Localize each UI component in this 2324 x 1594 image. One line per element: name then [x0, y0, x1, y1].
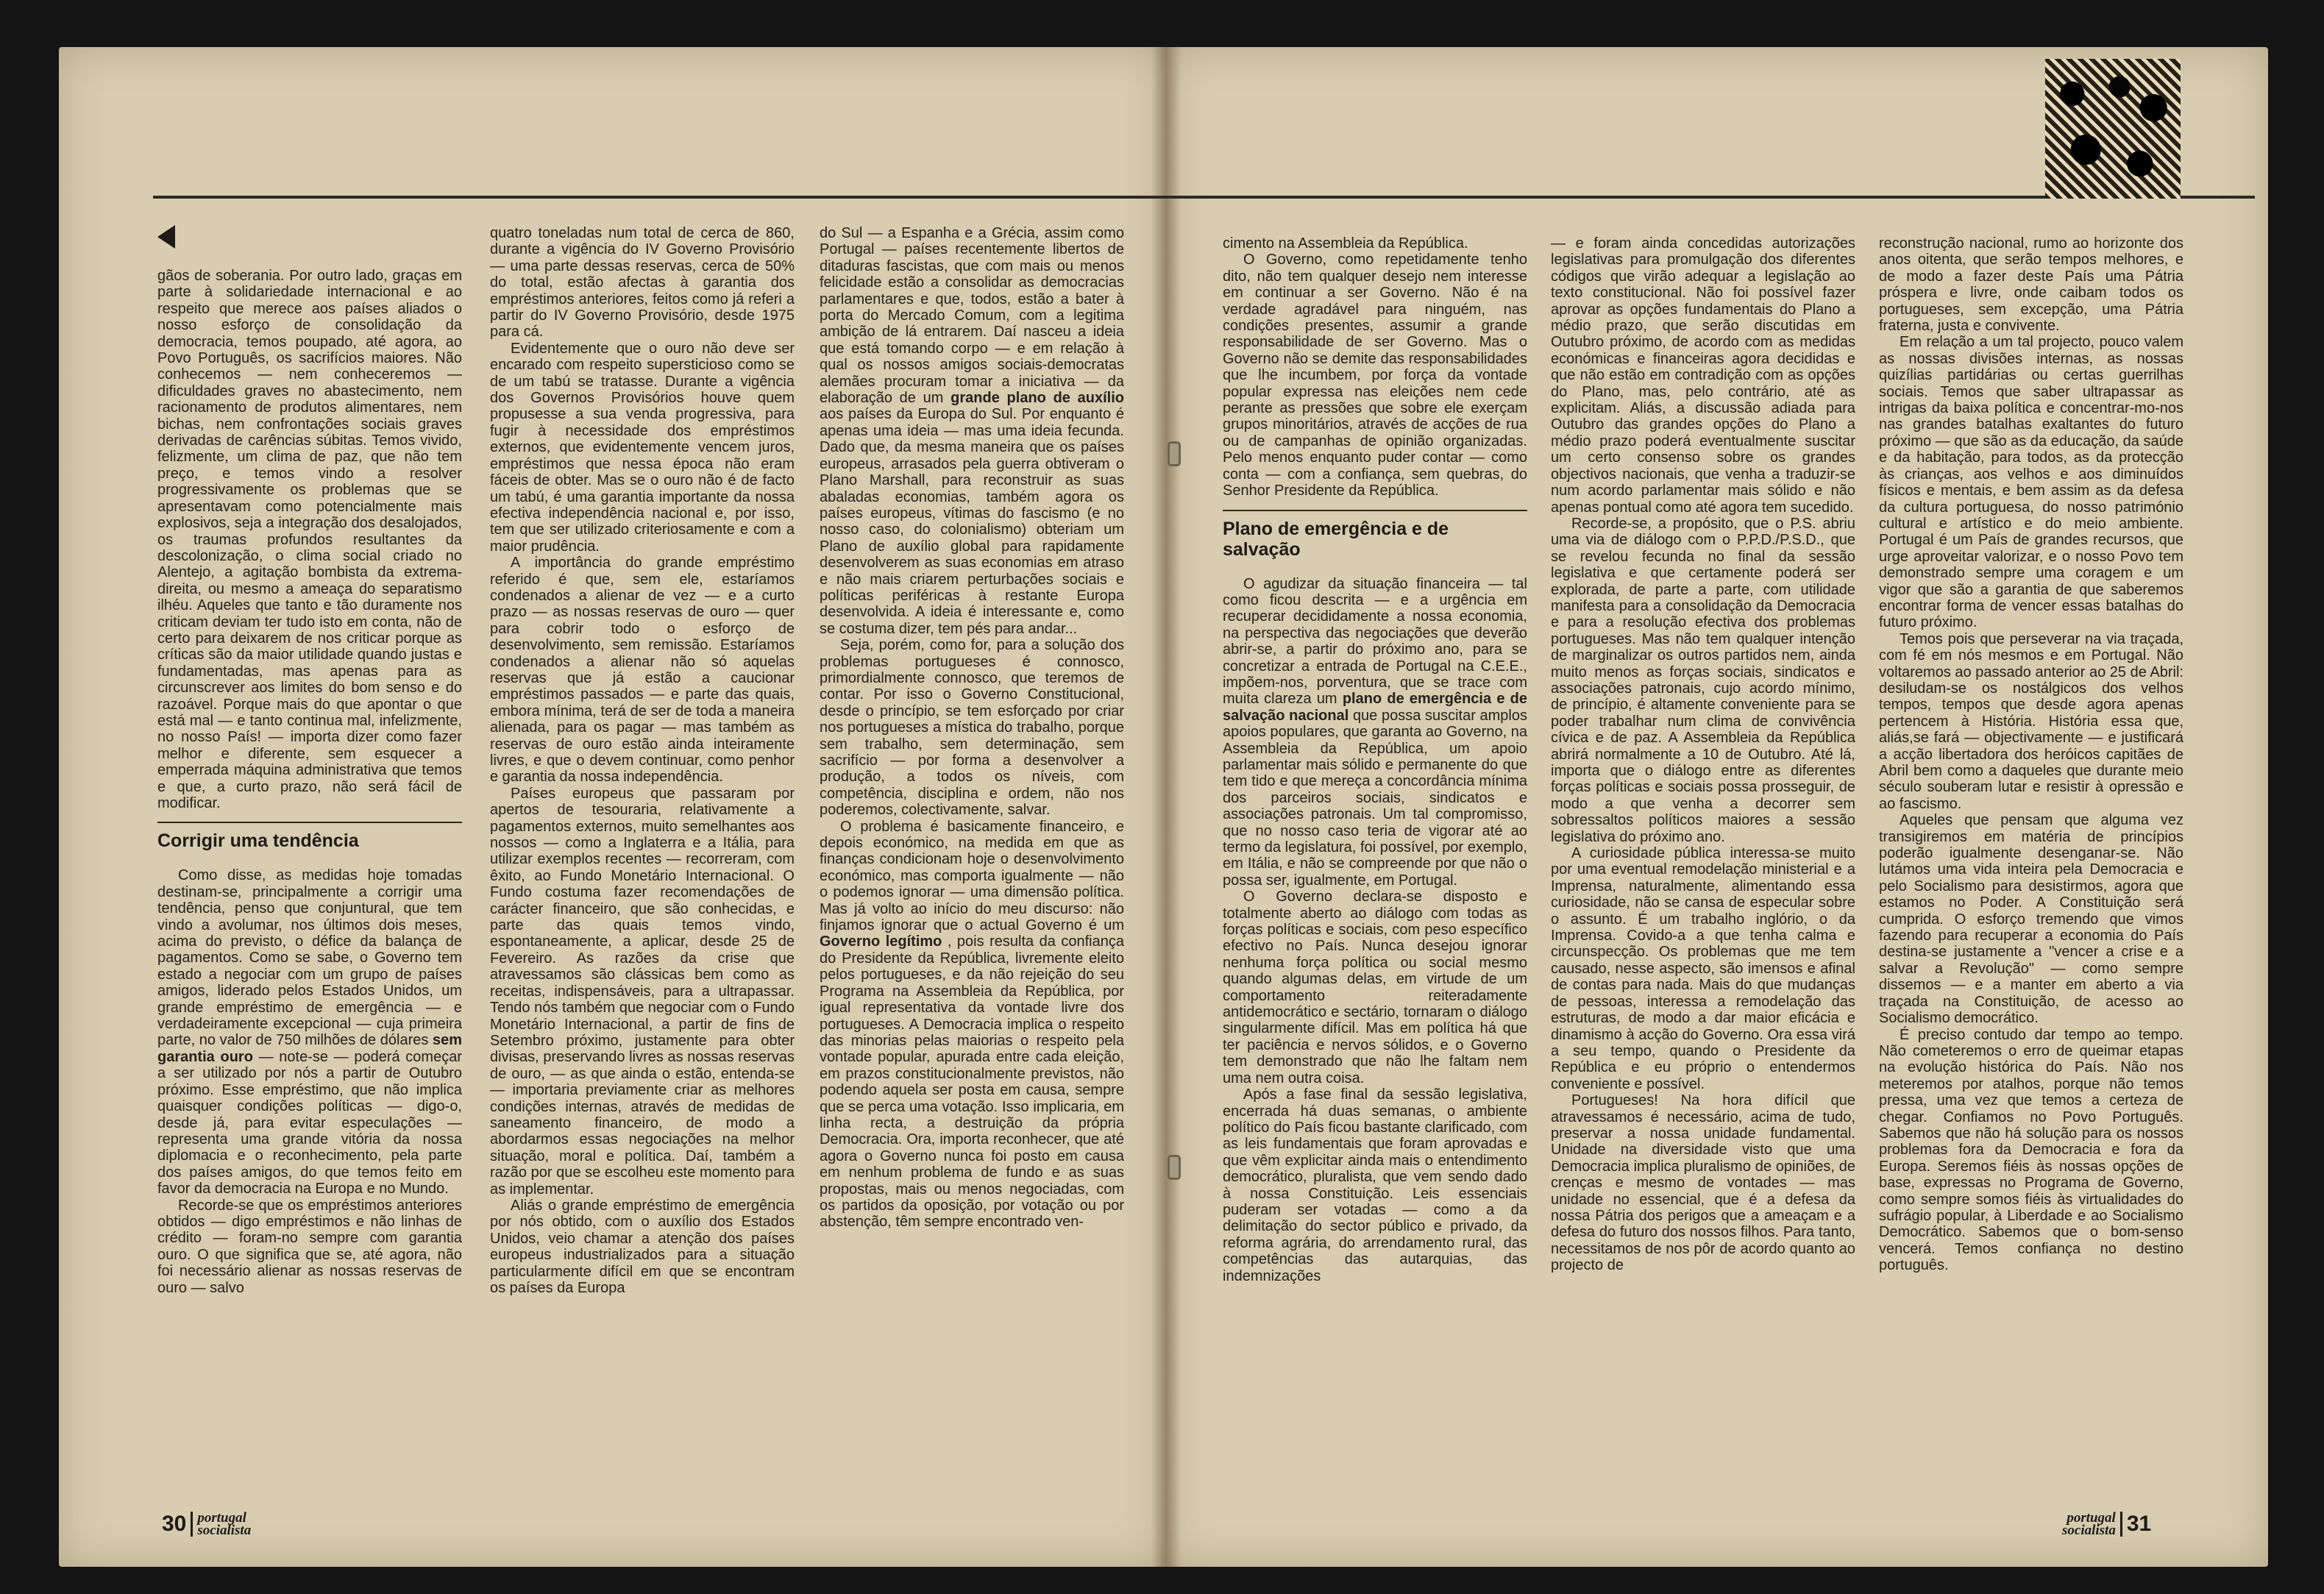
- staple: [1168, 1155, 1181, 1180]
- section-heading: Plano de emergência e de salvação: [1223, 510, 1527, 560]
- article-text-block: [157, 268, 462, 811]
- left-column-2: [490, 225, 795, 1542]
- paragraph: Temos pois que perseverar na via traçada, com fé em nós mesmos e em Portugal. Não voltaremos ao passado anterior ao 25 de Abril: desiludam-se os nostálgicos dos velhos tempos, tempos que desde agora apenas pertencem à História. História essa que, aliás,se fará — objectivamente — e justificará a acção libertadora dos heróicos capitães de Abril bem como a daqueles que durante meio século souberam lutar e resistir à opressão e ao fascismo.: [1879, 630, 2183, 812]
- left-column-1: [157, 268, 462, 1540]
- header-rule-left: [153, 196, 1166, 199]
- paragraph: [157, 867, 462, 1197]
- text-run: — note-se — poderá começar a ser utilizado por nós a partir de Outubro próximo. Esse empréstimo, que não implica quaisquer condições políticas — digo-o, desde já, para evitar especulações — representa uma grande vitória da nossa diplomacia e o reconhecimento, pela parte dos países amigos, do que temos feito em favor da democracia na Europa e no Mundo.: [157, 1048, 462, 1198]
- article-text-block: [1879, 235, 2183, 1274]
- paragraph: Portugueses! Na hora difícil que atravessamos é necessário, acima de tudo, preservar a nossa unidade fundamental. Unidade na diversidade visto que uma Democracia implica pluralismo de opiniões, de crenças e mesmo de vontades — mas unidade no essencial, que é a defesa da nossa Pátria dos perigos que a ameaçam e a defesa do futuro dos nossos filhos. Para tanto, necessitamos de nos pôr de acordo quanto ao projecto de: [1551, 1092, 1855, 1274]
- page-folio-left: [162, 1512, 251, 1537]
- article-text-block: [820, 225, 1124, 1231]
- paragraph: Países europeus que passaram por apertos de tesouraria, relativamente a pagamentos externos, muito semelhantes aos nossos — como a Inglaterra e a Itália, para utilizar exemplos recentes — recorreram, com êxito, ao Fundo Monetário Internacional. O Fundo costuma fazer recomendações de carácter financeiro, que são conhecidas, e parte das quais temos vindo, espontaneamente, a aplicar, desde 25 de Fevereiro. As razões da crise que atravessamos são clássicas bem como as receitas, indispensáveis, para a ultrapassar. Tendo nós também que negociar com o Fundo Monetário Internacional, a partir de fins de Setembro próximo, justamente para obter divisas, preservando livres as nossas reservas de ouro, — as que ainda o estão, entenda-se — importaria previamente criar as melhores condições internas, através de medidas de saneamento financeiro, de modo a abordarmos essas negociações na melhor situação, moral e política. Daí, também a razão por que se escolheu este momento para as implementar.: [490, 785, 795, 1198]
- text-run: aos países da Europa do Sul. Por enquanto é apenas uma ideia — mas uma ideia fecunda. Dado que, da mesma maneira que os países europeus, arrasados pela guerra obtiveram o Plano Marshall, para reconstruir as suas abaladas economias, também agora os países europeus, vítimas do fascismo (e no nosso caso, do colonialismo) obteriam um Plano de auxílio global para rapidamente desenvolverem as suas economias em atraso e não mais criarem perturbações sociais e políticas periféricas à restante Europa desenvolvida. A ideia é interessante e, como se costuma dizer, tem pés para andar...: [820, 406, 1124, 637]
- bold-text: plano de emergência e de salvação nacional: [1223, 691, 1527, 724]
- paragraph: [820, 225, 1124, 637]
- paragraph: O Governo declara-se disposto e totalmente aberto ao diálogo com todas as forças políticas e sociais, com peso específico efectivo no País. Nunca desejou ignorar nenhuma força política ou social mesmo quando algumas delas, em virtude de um comportamento reiteradamente antidemocrático e sectário, tornaram o diálogo singularmente difícil. Mas em política há que ter paciência e nervos sólidos, e o Governo tem demonstrado que não lhe faltam nem uma nem outra coisa.: [1223, 889, 1527, 1086]
- right-column-1: [1223, 235, 1527, 1537]
- paragraph: Em relação a um tal projecto, pouco valem as nossas divisões internas, as nossas quizílias partidárias ou certas guerrilhas sociais. Temos que saber ultrapassar as intrigas da baixa política e concentrar-mo-nos nas grandes batalhas exaltantes do futuro próximo — que são as da educação, da saúde e da habitação, para todos, as da protecção às crianças, aos velhos e aos diminuídos físicos e mentais, e bem assim as da defesa da cultura portuguesa, do nosso património cultural e artístico e do meio ambiente. Portugal é um País de grandes recursos, que urge aproveitar valorizar, e o nosso Povo tem demonstrado sempre uma coragem e um vigor que são a garantia de que saberemos encontrar forma de vencer essas batalhas do futuro próximo.: [1879, 334, 2183, 631]
- paragraph: Após a fase final da sessão legislativa, encerrada há duas semanas, o ambiente político do País ficou bastante clarificado, com as leis fundamentais que foram aprovadas e que vêm explicitar ainda mais o entendimento democrático, pluralista, que vem sendo dado à nossa Constituição. Leis essenciais puderam ser votadas — como a da delimitação do sector público e privado, da reforma agrária, do arrendamento rural, das competências das autarquias, das indemnizações: [1223, 1086, 1527, 1284]
- paragraph: A importância do grande empréstimo referido é que, sem ele, estaríamos condenados a alienar de vez — e a curto prazo — as nossas reservas de ouro — quer para cobrir todo o esforço de desenvolvimento, sem remissão. Estaríamos condenados a alienar não só aquelas reservas que já estão a caucionar empréstimos passados — e parte das quais, embora mínima, terá de ser de toda a maneira alienada, para os pagar — mas também as reservas de ouro estão ainda inteiramente livres, e que o devem continuar, como penhor e garantia da nossa independência.: [490, 555, 795, 786]
- bold-text: grande plano de auxílio: [943, 390, 1124, 407]
- magazine-logo: portugal socialista: [197, 1510, 252, 1538]
- bold-text: Governo legítimo: [820, 933, 948, 950]
- page-folio-right: [2062, 1512, 2151, 1537]
- article-text-block: [1551, 235, 1855, 1274]
- paragraph: Aliás o grande empréstimo de emergência por nós obtido, com o auxílio dos Estados Unidos, veio chamar a atenção dos países europeus industrializados para a situação particularmente difícil em que se encontram os países da Europa: [490, 1197, 795, 1296]
- article-text-block: [490, 225, 795, 1296]
- paragraph: cimento na Assembleia da República.: [1223, 235, 1468, 252]
- crowd-photo: [2045, 59, 2181, 199]
- paragraph: reconstrução nacional, rumo ao horizonte dos anos oitenta, que serão tempos melhores, e de modo a fazer deste País uma Pátria próspera e livre, onde caibam todos os portugueses, sem excepção, uma Pátria fraterna, justa e convivente.: [1879, 235, 2183, 335]
- paragraph: Recorde-se que os empréstimos anteriores obtidos — digo empréstimos e não linhas de crédito — foram-no sempre com garantia ouro. O que significa que se, até agora, não foi necessário alienar as nossas reservas de ouro — salvo: [157, 1197, 462, 1296]
- paragraph: quatro toneladas num total de cerca de 860, durante a vigência do IV Governo Provisório — uma parte dessas reservas, cerca de 50% do total, estão afectas à garantia dos empréstimos anteriores, feitos como já referi a partir do IV Governo Provisório, desde 1975 para cá.: [490, 225, 795, 341]
- folio-divider: [191, 1512, 193, 1537]
- folio-divider: [2120, 1512, 2122, 1537]
- paragraph: Seja, porém, como for, para a solução dos problemas portugueses é connosco, primordialmente connosco, que teremos de contar. Por isso o Governo Constitucional, desde o princípio, se tem esforçado por criar nos portugueses a mística do trabalho, porque sem trabalho, sem determinação, sem sacrifício — por forma a desenvolver a produção, a todos os níveis, com competência, disciplina e ordem, não nos poderemos, colectivamente, salvar.: [820, 637, 1124, 819]
- article-text-block: [1223, 576, 1527, 1284]
- section-heading: Corrigir uma tendência: [157, 822, 462, 851]
- right-column-3: [1879, 235, 2183, 1537]
- text-run: O agudizar da situação financeira — tal como ficou descrita — e a urgência em recuperar decididamente a nossa economia, na perspectiva das negociações que deverão abrir-se, a partir do próximo ano, para se concretizar a entrada de Portugal na C.E.E., impõem-nos, porventura, que se trace com muita clareza um: [1223, 575, 1527, 708]
- article-text-block: [157, 867, 462, 1296]
- paragraph: gãos de soberania. Por outro lado, graças em parte à solidariedade internacional e ao respeito que merece aos países aliados o nosso esforço de consolidação da democracia, temos poupado, até agora, ao Povo Português, os sacrifícios maiores. Não conhecemos — nem conheceremos — dificuldades graves no abastecimento, nem racionamento de produtos alimentares, nem bichas, nem confrontações sociais graves derivadas de carências súbitas. Temos vivido, felizmente, um clima de paz, que não tem preço, e temos vindo a resolver progressivamente os problemas que se apresentavam como potencialmente mais explosivos, seja a integração dos desalojados, os traumas profundos resultantes da descolonização, o clima social criado no Alentejo, a agitação bombista da extrema-direita, ou mesmo a ameaça do separatismo ilhéu. Aqueles que tanto e tão duramente nos criticam deviam ter tudo isto em conta, não de certo para deixarem de nos criticar porque as críticas são da maior utilidade quando justas e fundamentadas, mas apenas para as circunscrever aos limites do bom senso e do razoável. Porque mais do que apontar o que está mal — e tanto continua mal, infelizmente, no nosso País! — importa dizer como fazer melhor e diferente, sem esquecer a emperrada máquina administrativa que temos e que, a curto prazo, não será fácil de modificar.: [157, 268, 462, 811]
- left-arrow-icon: [157, 225, 175, 249]
- right-column-2: [1551, 235, 1855, 1537]
- paragraph: A curiosidade pública interessa-se muito por uma eventual remodelação ministerial e a Imprensa, naturalmente, alimentando essa curiosidade, não se cansa de especular sobre o assunto. É um trabalho inglório, o da Imprensa. Covido-a a que tenha calma e circunspecção. Os problemas que me tem causado, nesse aspecto, são imensos e afinal de contas para nada. Mais do que mudanças de pessoas, interessa a remodelação das estruturas, de modo a dar maior eficácia e dinamismo à acção do Governo. Ora essa virá a seu tempo, quando o Presidente da República e eu próprio o entendermos conveniente e possível.: [1551, 845, 1855, 1092]
- bold-text: sem garantia ouro: [157, 1032, 462, 1065]
- text-run: Como disse, as medidas hoje tomadas destinam-se, principalmente a corrigir uma tendência, penso que conjuntural, que tem vindo a avolumar, nos últimos dois meses, acima do previsto, o défice da balança de pagamentos. Como se sabe, o Governo tem estado a negociar com um grupo de países amigos, liderado pelos Estados Unidos, um grande empréstimo de emergência — e verdadeiramente excepcional — cuja primeira parte, no valor de 750 milhões de dólares: [157, 867, 462, 1049]
- page-number: 31: [2126, 1512, 2152, 1536]
- left-column-3: [820, 225, 1124, 1542]
- text-run: do Sul — a Espanha e a Grécia, assim como Portugal — países recentemente libertos de ditaduras fascistas, que com mais ou menos felicidade estão a consolidar as democracias parlamentares e que, todos, estão a bater à porta do Mercado Comum, com a legitima ambição de lá entrarem. Daí nasceu a ideia que está tomando corpo — e em relação à qual os nossos amigos sociais-democratas alemães procuram tomar a iniciativa — da elaboração de um: [820, 225, 1124, 407]
- text-run: que possa suscitar amplos apoios populares, que garanta ao Governo, na Assembleia da República, um apoio parlamentar mais sólido e permanente do que tem tido e que mereça a concordância mínima dos parceiros sociais, sindicatos e associações patronais. Um tal compromisso, que no nosso caso teria de vigorar até ao termo da legislatura, foi possível, por exemplo, em Itália, e não se compreende por que não o possa ser, igualmente, em Portugal.: [1223, 707, 1527, 889]
- staple: [1168, 441, 1181, 466]
- paragraph: O Governo, como repetidamente tenho dito, não tem qualquer desejo nem interesse em continuar a ser Governo. Não é na verdade agradável para ninguém, nas condições presentes, assumir a grande responsabilidade de ser Governo. Mas o Governo não se demite das responsabilidades que lhe incumbem, por força da vontade popular expressa nas eleições nem cede perante as pressões que sobre ele exerçam grupos minoritários, através de acções de rua ou de campanhas de opinião organizadas. Pelo menos enquanto puder contar — como conta — com a confiança, sem quebras, do Senhor Presidente da República.: [1223, 252, 1527, 499]
- paragraph: É preciso contudo dar tempo ao tempo. Não cometeremos o erro de queimar etapas na evolução histórica do País. Não nos meteremos por atalhos, porque não temos pressa, uma vez que temos a certeza de chegar. Confiamos no Povo Português. Sabemos que não há solução para os nossos problemas fora da Democracia e fora da Europa. Seremos fiéis às nossas opções de base, expressas no Programa de Governo, como sempre somos fiéis às virtualidades do sufrágio popular, à Liberdade e ao Socialismo Democrático. Sabemos que o bom-senso vencerá. Temos confiança no destino português.: [1879, 1026, 2183, 1274]
- text-run: , pois resulta da confiança do Presidente da República, livremente eleito pelos portugueses, e da não rejeição do seu Programa na Assembleia da República, por igual representativa da vontade livre dos portugueses. A Democracia implica o respeito das minorias pelas maiorias o respeito pela vontade popular, apurada entre cada eleição, em prazos constitucionalmente previstos, não podendo aquela ser posta em causa, sempre que se perca uma votação. Isso implicaria, em linha recta, a destruição da própria Democracia. Ora, importa reconhecer, que até agora o Governo nunca foi posto em causa em nenhum problema de fundo e as suas propostas, mais ou menos negociadas, com os partidos da oposição, por votação ou por abstenção, têm sempre encontrado ven-: [820, 933, 1124, 1231]
- paragraph: Recorde-se, a propósito, que o P.S. abriu uma via de diálogo com o P.P.D./P.S.D., que se revelou fecunda no final da sessão legislativa e que certamente poderá ser explorada, de parte a parte, com utilidade manifesta para a consolidação da Democracia e para a resolução efectiva dos problemas portugueses. Mas não tem qualquer intenção de marginalizar os outros partidos nem, ainda muito menos as forças sociais, sindicatos e associações patronais, cujo acordo mínimo, de princípio, é altamente conveniente para se poder trabalhar num clima de convivência cívica e de paz. A Assembleia da República abrirá normalmente a 10 de Outubro. Até lá, importa que o diálogo entre as diferentes forças políticas e sociais possa prosseguir, de modo a que venha a decorrer sem sobressaltos políticos maiores a sessão legislativa do próximo ano.: [1551, 515, 1855, 845]
- magazine-logo: portugal socialista: [2062, 1510, 2116, 1538]
- paragraph: — e foram ainda concedidas autorizações legislativas para promulgação dos diferentes códigos que virão adequar a legislação ao texto constitucional. Não foi possível fazer aprovar as opções fundamentais do Plano a médio prazo, que serão discutidas em Outubro próximo, de acordo com as medidas económicas e financeiras agora decididas e que não estão em contradição com as opções do Plano, mas, pelo contrário, até as explicitam. Aliás, a discussão adiada para Outubro das grandes opções do Plano a médio prazo poderá eventualmente suscitar um certo consenso sobre os grandes objectivos nacionais, que venha a traduzir-se num acordo parlamentar mais sólido e não apenas pontual como até agora tem sucedido.: [1551, 235, 1855, 516]
- paragraph: Evidentemente que o ouro não deve ser encarado com respeito supersticioso como se de um tabú se tratasse. Durante a vigência dos Governos Provisórios houve quem propusesse a sua venda progressiva, para fugir à necessidade dos empréstimos externos, que evidentemente vencem juros, empréstimos que nessa época não eram fáceis de obter. Mas se o ouro não é de facto um tabú, é uma garantia importante da nossa efectiva independência nacional e, por isso, tem que ser utilizado criteriosamente e com a maior prudência.: [490, 340, 795, 555]
- paragraph: [820, 819, 1124, 1231]
- paragraph: [1223, 576, 1527, 889]
- paragraph: Aqueles que pensam que alguma vez transigiremos em matéria de princípios poderão igualmente desenganar-se. Não lutámos uma vida inteira pela Democracia e pelo Socialismo para desistirmos, agora que estamos no Poder. A Constituição será cumprida. O esforço tremendo que vimos fazendo para recuperar a economia do País destina-se justamente a "vencer a crise e a salvar a Revolução" — como sempre dissemos — e a manter em aberto a via traçada na Constituição, de acesso ao Socialismo democrático.: [1879, 812, 2183, 1027]
- text-run: O problema é basicamente financeiro, e depois económico, na medida em que as finanças condicionam hoje o desenvolvimento económico, mas comporta igualmente — não o podemos ignorar — uma dimensão política. Mas já volto ao início do meu discurso: não finjamos ignorar que o actual Governo é um: [820, 818, 1124, 934]
- article-text-block: [1223, 235, 1527, 499]
- page-number: 30: [162, 1512, 187, 1536]
